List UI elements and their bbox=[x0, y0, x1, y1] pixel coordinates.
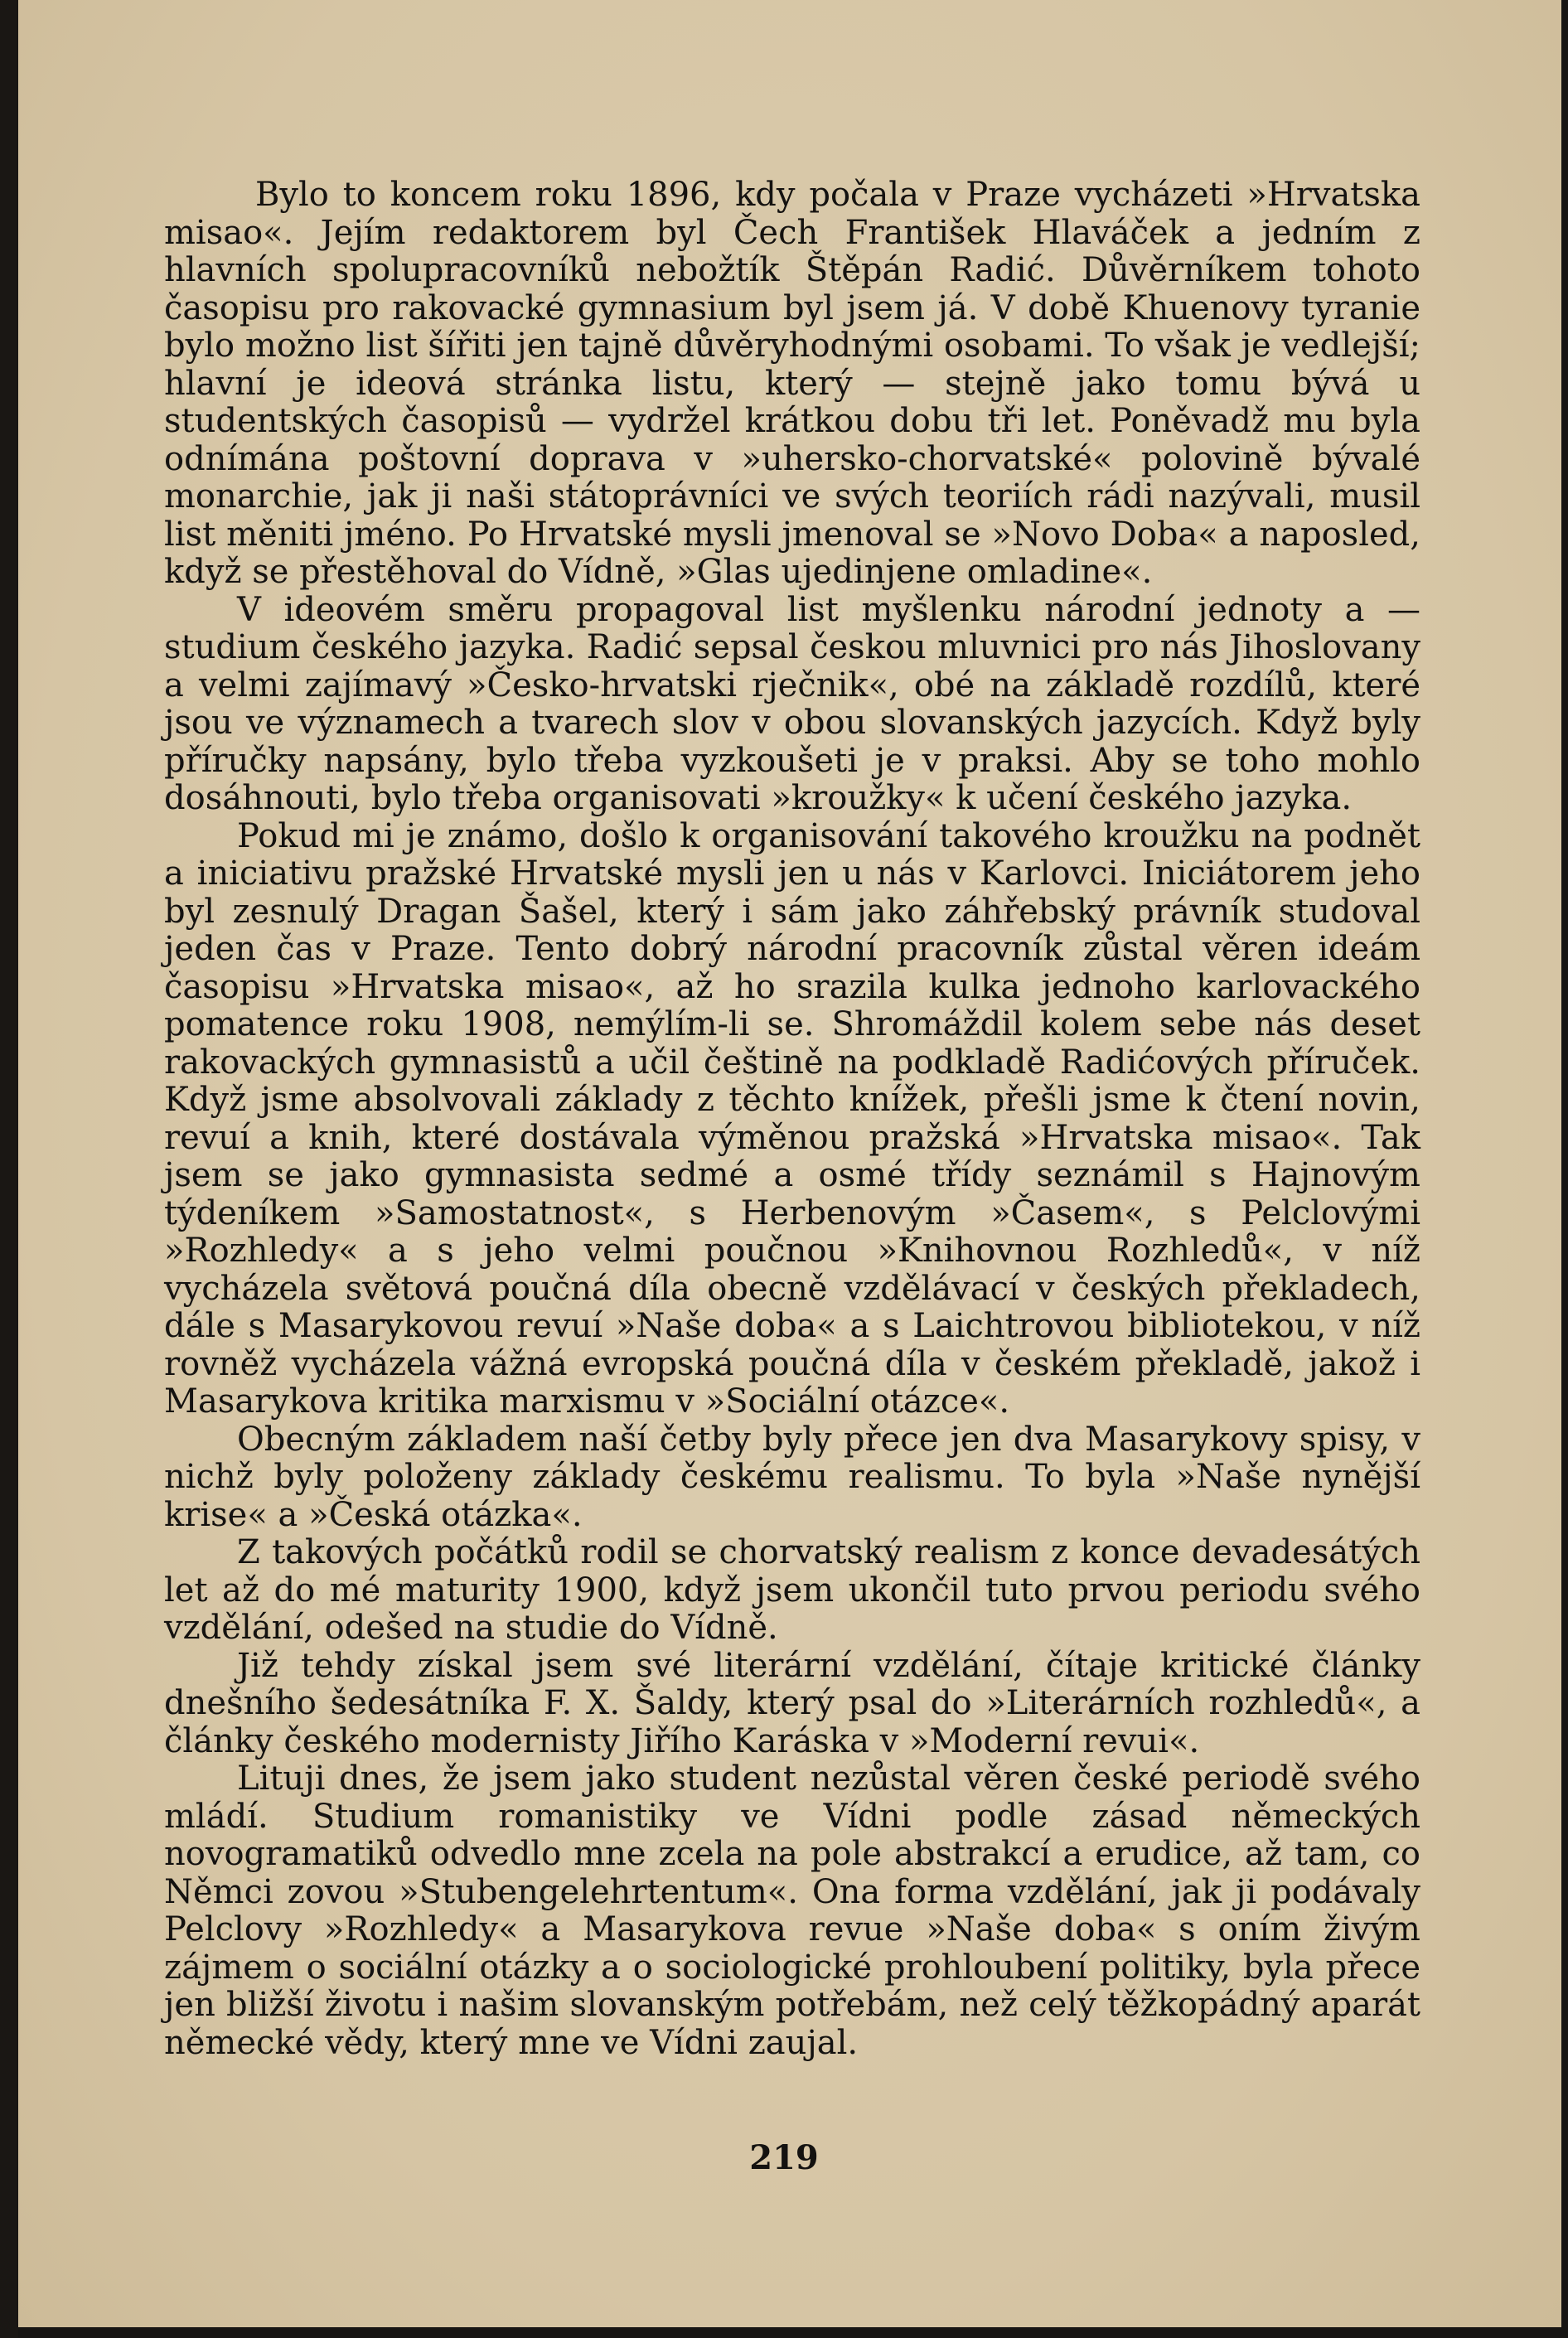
paragraph-4: Obecným základem naší četby byly přece jen dva Masarykovy spisy, v nichž byly položeny základy českému realismu. To byla »Naše nynější krise« a »Česká otázka«. bbox=[164, 1420, 1420, 1534]
paragraph-2: V ideovém směru propagoval list myšlenku národní jednoty a — studium českého jazyka. Radić sepsal českou mluvnici pro nás Jihoslovany a velmi zajímavý »Česko-hrvatski rječnik«, obé na základě rozdílů, které jsou ve významech a tvarech slov v obou slovanských jazycích. Když byly příručky napsány, bylo třeba vyzkoušeti je v praksi. Aby se toho mohlo dosáhnouti, bylo třeba organisovati »kroužky« k učení českého jazyka. bbox=[164, 590, 1420, 817]
page-number: 219 bbox=[749, 2138, 819, 2177]
book-spine-edge bbox=[0, 0, 18, 2338]
paragraph-3: Pokud mi je známo, došlo k organisování takového kroužku na podnět a iniciativu pražské Hrvatské mysli jen u nás v Karlovci. Iniciátorem jeho byl zesnulý Dragan Šašel, který i sám jako záhřebský právník studoval jeden čas v Praze. Tento dobrý národní pracovník zůstal věren ideám časopisu »Hrvatska misao«, až ho srazila kulka jednoho karlovackého pomatence roku 1908, nemýlím-li se. Shromáždil kolem sebe nás deset rakovackých gymnasistů a učil češtině na podkladě Radićových příruček. Když jsme absolvovali základy z těchto knížek, přešli jsme k čtení novin, revuí a knih, které dostávala výměnou pražská »Hrvatska misao«. Tak jsem se jako gymnasista sedmé a osmé třídy seznámil s Hajnovým týdeníkem »Samostatnost«, s Herbenovým »Časem«, s Pelclovými »Rozhledy« a s jeho velmi poučnou »Knihovnou Rozhledů«, v níž vycházela světová poučná díla obecně vzdělávací v českých překladech, dále s Masarykovou revuí »Naše doba« a s Laichtrovou bibliotekou, v níž rovněž vycházela vážná evropská poučná díla v českém překladě, jakož i Masarykova kritika marxismu v »Sociální otázce«. bbox=[164, 816, 1420, 1421]
paragraph-5: Z takových počátků rodil se chorvatský realism z konce devadesátých let až do mé maturity 1900, když jsem ukončil tuto prvou periodu svého vzdělání, odešed na studie do Vídně. bbox=[164, 1533, 1420, 1647]
body-text bbox=[164, 177, 1420, 2062]
paragraph-1: Bylo to koncem roku 1896, kdy počala v Praze vycházeti »Hrvatska misao«. Jejím redaktorem byl Čech František Hlaváček a jedním z hlavních spolupracovníků nebožtík Štěpán Radić. Důvěrníkem tohoto časopisu pro rakovacké gymnasium byl jsem já. V době Khuenovy tyranie bylo možno list šířiti jen tajně důvěryhodnými osobami. To však je vedlejší; hlavní je ideová stránka listu, který — stejně jako tomu bývá u studentských časopisů — vydržel krátkou dobu tři let. Poněvadž mu byla odnímána poštovní doprava v »uhersko-chorvatské« polovině bývalé monarchie, jak ji naši státoprávníci ve svých teoriích rádi nazývali, musil list měniti jméno. Po Hrvatské mysli jmenoval se »Novo Doba« a naposled, když se přestěhoval do Vídně, »Glas ujedinjene omladine«. bbox=[164, 176, 1420, 591]
paragraph-7: Lituji dnes, že jsem jako student nezůstal věren české periodě svého mládí. Studium romanistiky ve Vídni podle zásad německých novogramatiků odvedlo mne zcela na pole abstrakcí a erudice, až tam, co Němci zovou »Stubengelehrtentum«. Ona forma vzdělání, jak ji podávaly Pelclovy »Rozhledy« a Masarykova revue »Naše doba« s oním živým zájmem o sociální otázky a o sociologické prohloubení politiky, byla přece jen bližší životu i našim slovanským potřebám, než celý těžkopádný aparát německé vědy, který mne ve Vídni zaujal. bbox=[164, 1760, 1420, 2062]
paragraph-6: Již tehdy získal jsem své literární vzdělání, čítaje kritické články dnešního šedesátníka F. X. Šaldy, který psal do »Literárních rozhledů«, a články českého modernisty Jiřího Karáska v »Moderní revui«. bbox=[164, 1646, 1420, 1760]
